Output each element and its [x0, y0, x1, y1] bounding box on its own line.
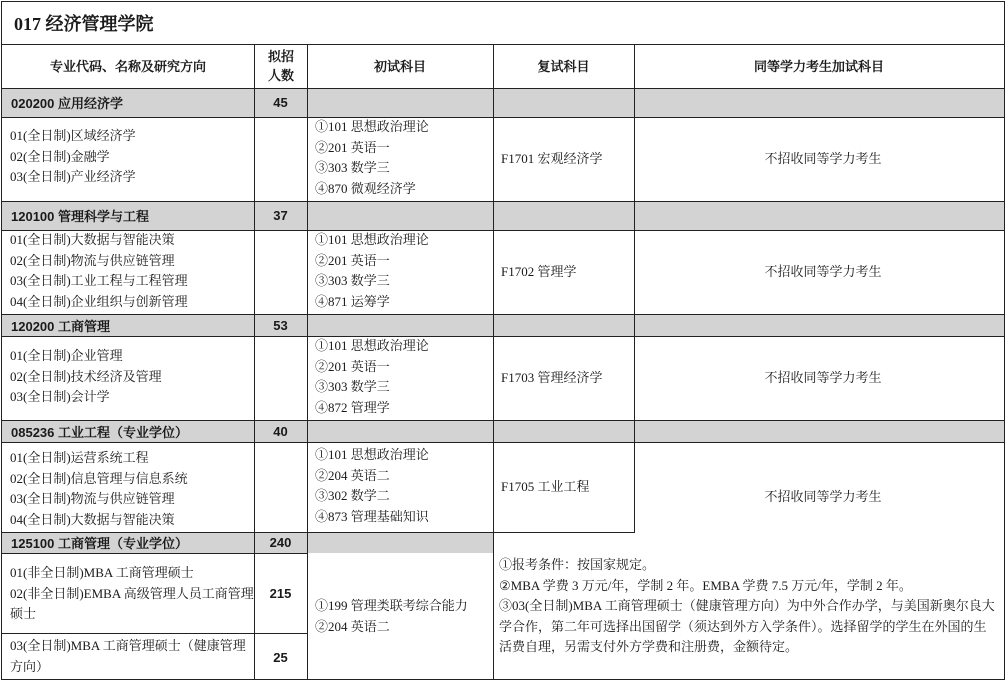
row-divider	[1, 553, 308, 554]
retest-subject: F1705 工业工程	[501, 478, 590, 494]
direction-item: 02(全日制)信息管理与信息系统	[10, 470, 188, 486]
header-equiv: 同等学力考生加试科目	[753, 58, 884, 74]
direction-item: 01(全日制)区域经济学	[10, 128, 136, 143]
prelim-item: ②204 英语二	[315, 467, 390, 483]
prelim-item: ④870 微观经济学	[315, 180, 416, 196]
equiv-subject: 不招收同等学力考生	[764, 150, 882, 166]
major-heading: 020200 应用经济学	[11, 96, 123, 111]
row-divider	[1, 201, 1005, 202]
header-quota: 拟招人数	[267, 49, 294, 83]
prelim-list	[307, 117, 493, 201]
row-divider	[1, 532, 635, 533]
major-quota: 40	[273, 423, 288, 439]
prelim-item: ③303 数学三	[315, 379, 390, 394]
direction-item: 02(全日制)物流与供应链管理	[10, 252, 175, 268]
page-title: 017 经济管理学院	[14, 14, 154, 34]
direction-item: 03(全日制)工业工程与工程管理	[10, 273, 188, 288]
row-divider	[1, 44, 1005, 45]
retest-subject: F1702 管理学	[501, 263, 577, 279]
prelim-item: ③303 数学三	[315, 273, 390, 288]
major-heading: 120100 管理科学与工程	[11, 209, 149, 224]
major-quota: 240	[269, 535, 292, 550]
direction-item: 01(非全日制)MBA 工商管理硕士	[10, 565, 194, 580]
note-item: ②MBA 学费 3 万元/年，学制 2 年。EMBA 学费 7.5 万元/年，学制 2 年。	[499, 577, 912, 593]
row-divider	[1, 88, 1005, 89]
row-divider	[1, 117, 1005, 118]
row-divider	[1, 442, 1005, 443]
prelim-list	[307, 596, 493, 640]
prelim-item: ②201 英语一	[315, 139, 390, 155]
header-retest: 复试科目	[537, 58, 590, 74]
prelim-item: ①199 管理类联考综合能力	[315, 598, 468, 613]
direction-item: 02(非全日制)EMBA 高级管理人员工商管理硕士	[10, 585, 254, 621]
prelim-item: ②204 英语二	[315, 618, 390, 634]
direction-item: 01(全日制)运营系统工程	[10, 450, 149, 465]
direction-list	[2, 346, 254, 412]
retest-subject: F1701 宏观经济学	[501, 150, 603, 166]
prelim-item: ②201 英语一	[315, 358, 390, 374]
direction-item: 01(全日制)企业管理	[10, 348, 123, 363]
direction-list	[2, 448, 254, 532]
direction-item: 03(全日制)产业经济学	[10, 169, 136, 184]
equiv-subject: 不招收同等学力考生	[764, 369, 882, 385]
direction-item: 04(全日制)企业组织与创新管理	[10, 293, 188, 309]
prelim-item: ③303 数学三	[315, 160, 390, 175]
prelim-item: ①101 思想政治理论	[315, 447, 429, 462]
major-heading: 125100 工商管理（专业学位）	[11, 536, 188, 551]
row-divider	[1, 314, 1005, 315]
prelim-item: ③302 数学二	[315, 488, 390, 503]
column-divider	[634, 44, 635, 532]
direction-quota: 25	[273, 649, 288, 665]
direction-list	[2, 563, 254, 629]
direction-list	[2, 230, 254, 314]
direction-item: 02(全日制)金融学	[10, 148, 110, 164]
table-border	[1, 1, 1005, 2]
major-heading: 085236 工业工程（专业学位）	[11, 424, 188, 440]
prelim-list	[307, 445, 493, 531]
prelim-list	[307, 336, 493, 420]
table-border	[1, 1, 2, 680]
prelim-item: ④872 管理学	[315, 399, 390, 415]
major-quota: 45	[273, 95, 288, 110]
equiv-subject: 不招收同等学力考生	[764, 488, 882, 504]
header-prelim: 初试科目	[373, 58, 426, 74]
retest-subject: F1703 管理经济学	[501, 369, 603, 385]
direction-item: 01(全日制)大数据与智能决策	[10, 232, 175, 247]
direction-quota: 215	[269, 585, 292, 601]
note-item: ①报考条件：按国家规定。	[499, 557, 656, 572]
prelim-item: ④871 运筹学	[315, 293, 390, 309]
equiv-subject: 不招收同等学力考生	[764, 263, 882, 279]
row-divider	[1, 420, 1005, 421]
direction-item: 03(全日制)物流与供应链管理	[10, 491, 175, 506]
prelim-item: ④873 管理基础知识	[315, 508, 429, 524]
note-item: ③03(全日制)MBA 工商管理硕士（健康管理方向）为中外合作办学，与美国新奥尔良大学合作，第二年可选择出国留学（须达到外方入学条件）。选择留学的学生在外国的生活费自理，另需支付外方学费和注册费，金额待定。	[499, 598, 995, 654]
major-quota: 37	[273, 208, 288, 223]
table-border	[1004, 1, 1005, 680]
mba-notes	[493, 553, 1004, 681]
row-divider	[1, 336, 1005, 337]
major-quota: 53	[273, 317, 288, 333]
column-divider	[254, 44, 255, 680]
row-divider	[1, 633, 308, 634]
direction-item: 04(全日制)大数据与智能决策	[10, 511, 175, 527]
major-heading: 120200 工商管理	[11, 318, 110, 334]
direction-item: 03(全日制)会计学	[10, 389, 110, 404]
direction-list	[2, 126, 254, 196]
prelim-list	[307, 230, 493, 314]
prelim-item: ①101 思想政治理论	[315, 232, 429, 247]
prelim-item: ①101 思想政治理论	[315, 338, 429, 353]
column-divider	[493, 44, 494, 680]
prelim-item: ②201 英语一	[315, 252, 390, 268]
table-border	[1, 679, 1005, 680]
direction-item: 02(全日制)技术经济及管理	[10, 368, 162, 384]
row-divider	[1, 230, 1005, 231]
column-divider	[307, 44, 308, 680]
header-code: 专业代码、名称及研究方向	[49, 58, 206, 74]
prelim-item: ①101 思想政治理论	[315, 119, 429, 134]
direction-item: 03(全日制)MBA 工商管理硕士（健康管理方向）	[10, 638, 246, 674]
